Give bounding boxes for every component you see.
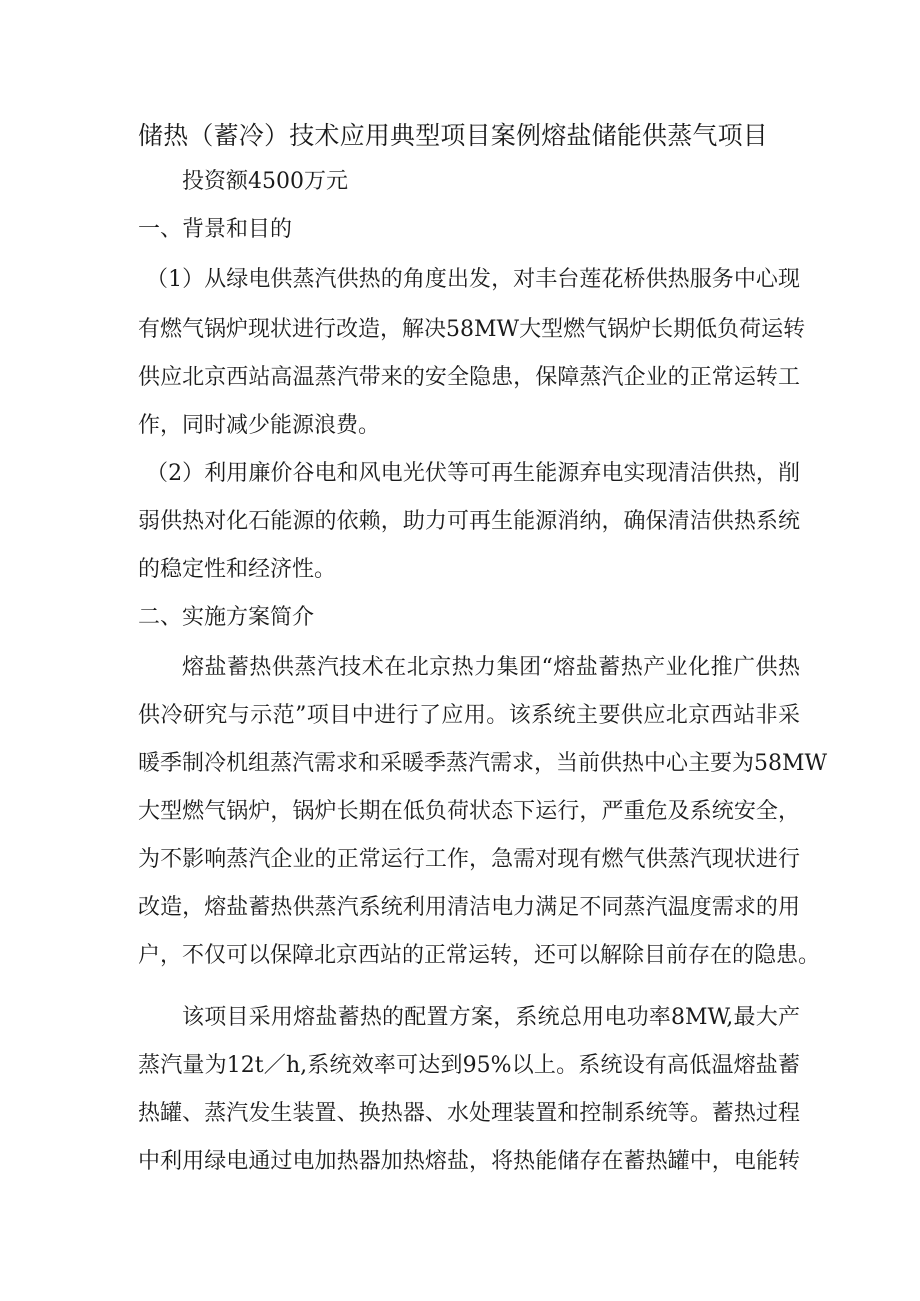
paragraph-line: 的稳定性和经济性。 (138, 557, 337, 582)
paragraph-line: 弱供热对化石能源的依赖，助力可再生能源消纳，确保清洁供热系统 (138, 509, 800, 534)
paragraph-line: 供冷研究与示范”项目中进行了应用。该系统主要供应北京西站非采 (138, 703, 800, 728)
paragraph-line: 热罐、蒸汽发生装置、换热器、水处理装置和控制系统等。蓄热过程 (138, 1101, 800, 1126)
document-title: 储热（蓄冷）技术应用典型项目案例熔盐储能供蒸气项目 (138, 121, 769, 150)
paragraph-line: （2）利用廉价谷电和风电光伏等可再生能源弃电实现清洁供热，削 (146, 461, 800, 486)
paragraph-line: 改造，熔盐蓄热供蒸汽系统利用清洁电力满足不同蒸汽温度需求的用 (138, 895, 800, 920)
paragraph-line: 有燃气锅炉现状进行改造，解决58MW大型燃气锅炉长期低负荷运转 (138, 317, 806, 342)
paragraph-line: 暖季制冷机组蒸汽需求和采暖季蒸汽需求，当前供热中心主要为58MW (138, 751, 828, 776)
section-heading-implementation: 二、实施方案简介 (138, 605, 315, 630)
investment-line: 投资额4500万元 (182, 169, 348, 194)
paragraph-line: 为不影响蒸汽企业的正常运行工作，急需对现有燃气供蒸汽现状进行 (138, 847, 800, 872)
paragraph-line: 户，不仅可以保障北京西站的正常运转，还可以解除目前存在的隐患。 (138, 943, 821, 968)
paragraph-line: 该项目采用熔盐蓄热的配置方案，系统总用电功率8MW,最大产 (182, 1005, 800, 1030)
paragraph-line: 熔盐蓄热供蒸汽技术在北京热力集团“熔盐蓄热产业化推广供热 (182, 655, 800, 680)
paragraph-line: 大型燃气锅炉，锅炉长期在低负荷状态下运行，严重危及系统安全， (138, 799, 800, 824)
paragraph-line: 蒸汽量为12t／h,系统效率可达到95%以上。系统设有高低温熔盐蓄 (138, 1053, 800, 1078)
paragraph-line: （1）从绿电供蒸汽供热的角度出发，对丰台莲花桥供热服务中心现 (146, 267, 800, 292)
paragraph-line: 作，同时减少能源浪费。 (138, 413, 381, 438)
paragraph-line: 供应北京西站高温蒸汽带来的安全隐患，保障蒸汽企业的正常运转工 (138, 365, 800, 390)
section-heading-background: 一、背景和目的 (138, 217, 293, 242)
paragraph-line: 中利用绿电通过电加热器加热熔盐，将热能储存在蓄热罐中，电能转 (138, 1149, 800, 1174)
